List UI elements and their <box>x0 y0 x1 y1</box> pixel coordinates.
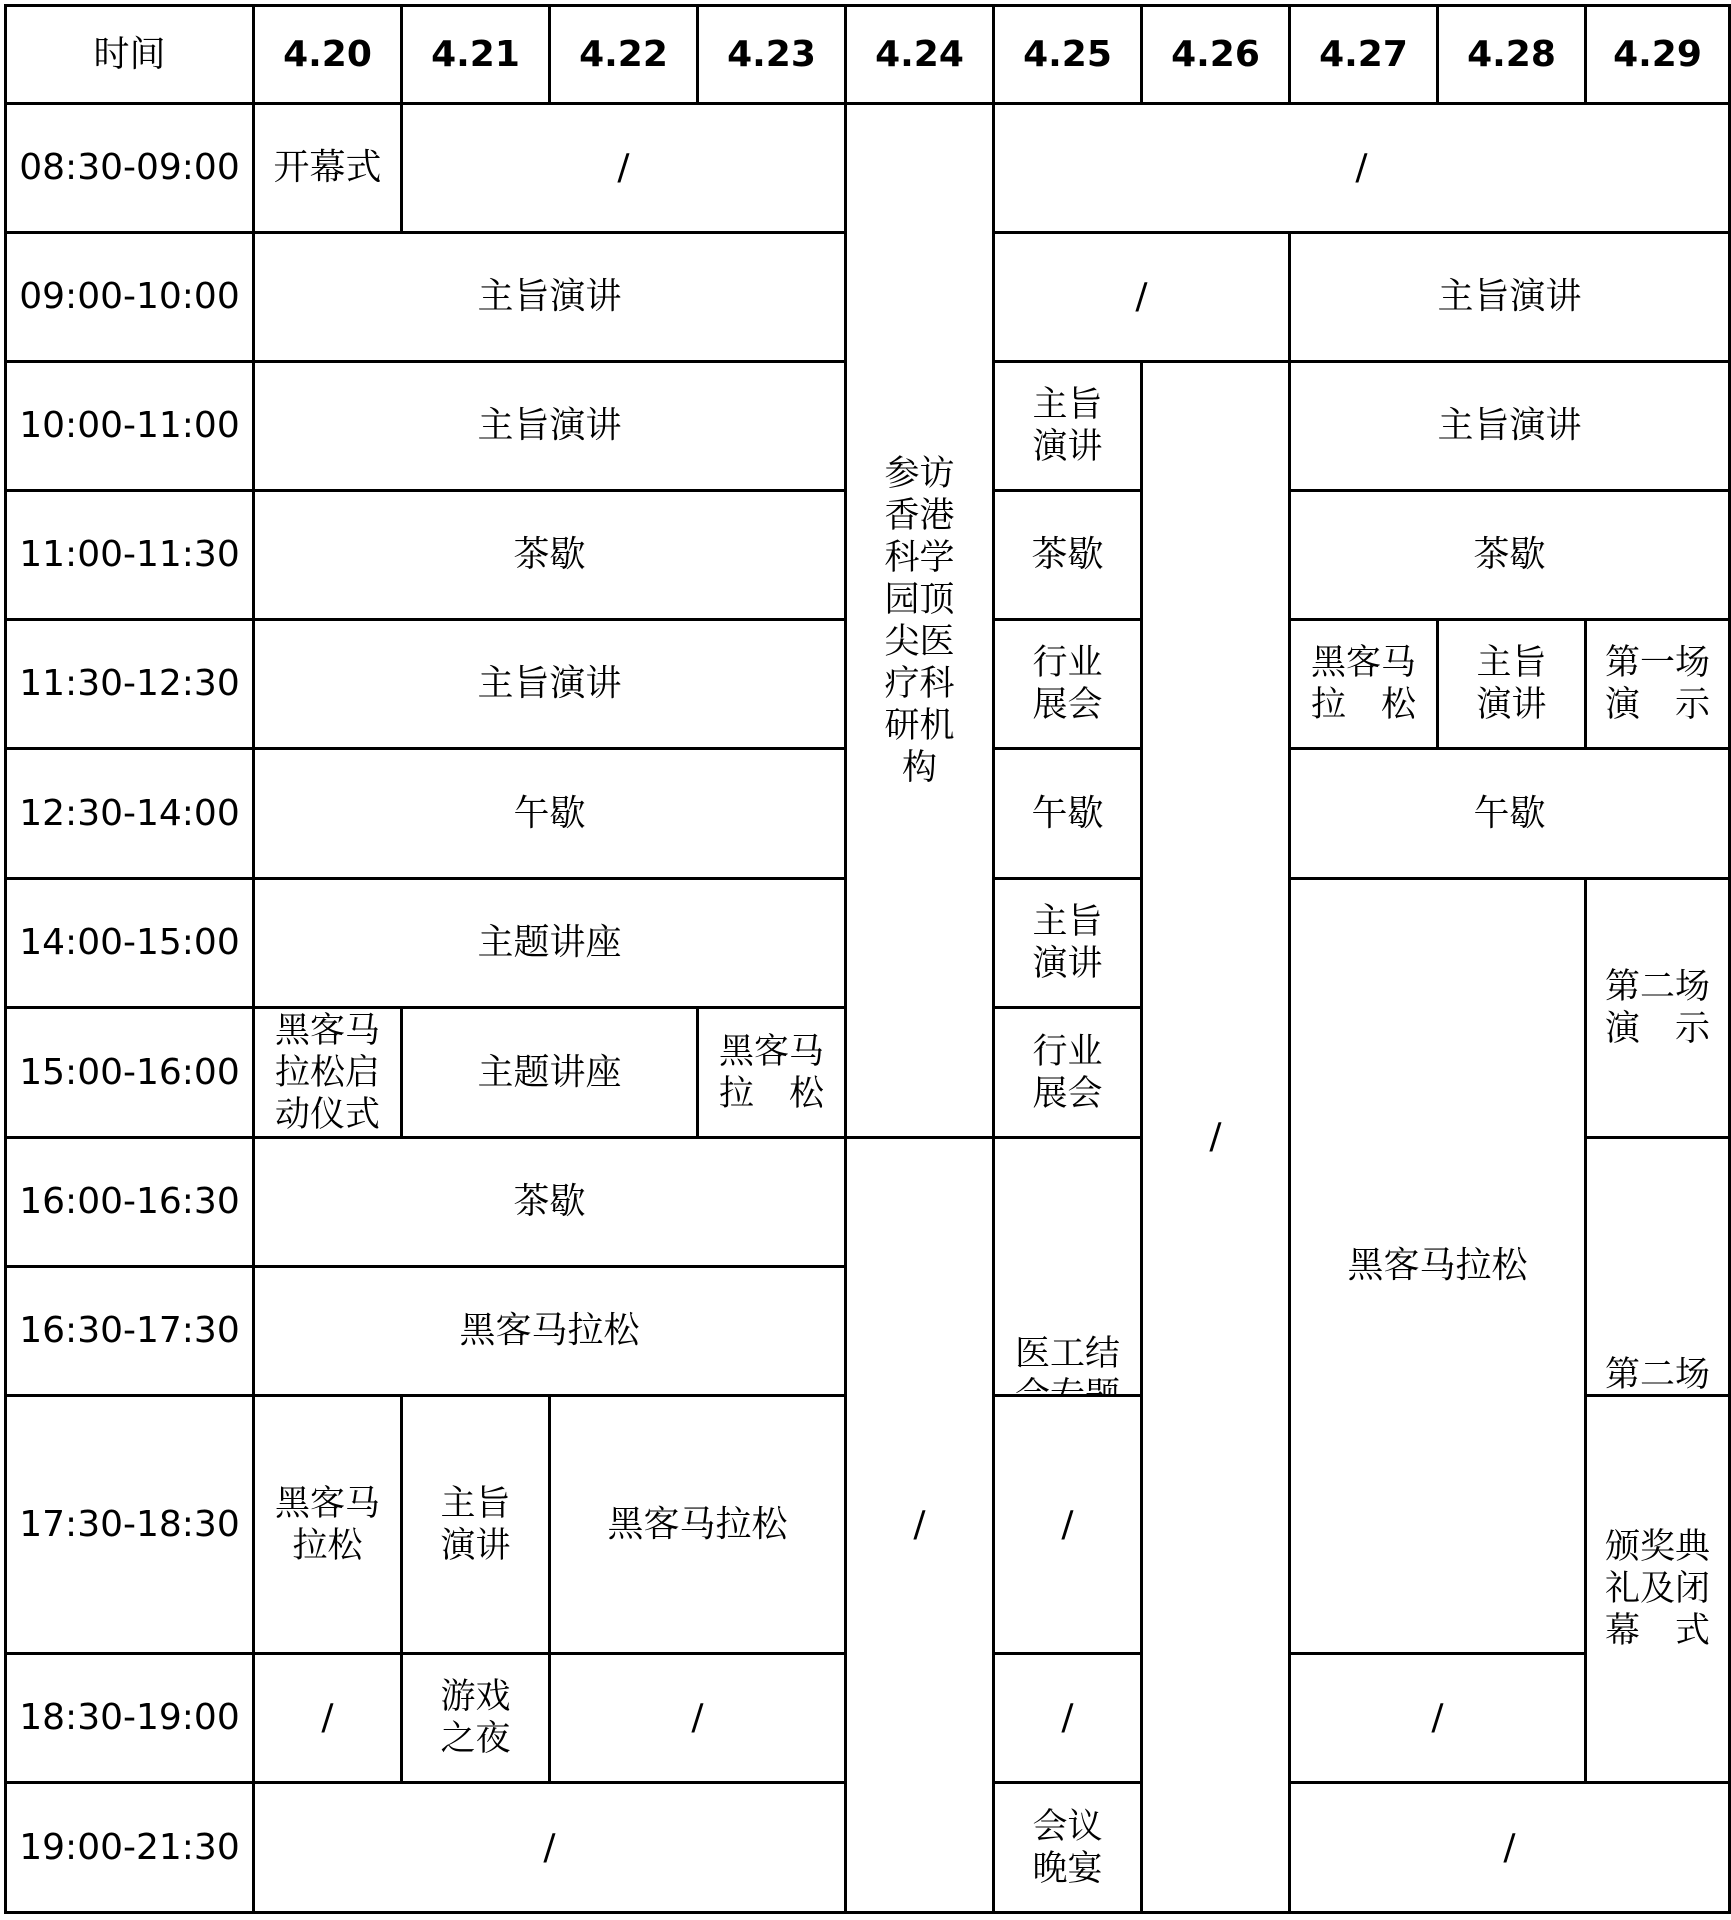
tea-break <box>252 1136 847 1268</box>
time-slot <box>4 747 255 880</box>
date-header <box>1436 4 1587 105</box>
time-slot <box>4 1394 255 1655</box>
time-slot <box>4 1652 255 1784</box>
time-slot <box>4 1136 255 1268</box>
hackathon-text: 黑客马拉松 <box>607 1503 788 1545</box>
no-event <box>1140 360 1291 1914</box>
date-header <box>400 4 551 105</box>
no-event-text: / <box>1061 1697 1074 1738</box>
hackathon-text: 黑客马 拉 松 <box>718 1031 824 1114</box>
no-event <box>252 1652 403 1784</box>
second-demo <box>1584 877 1731 1139</box>
hackathon <box>252 1265 847 1397</box>
hackathon <box>1288 877 1587 1655</box>
time-column-header <box>4 4 255 105</box>
date-header-text: 4.22 <box>579 33 668 75</box>
time-slot-text: 09:00-10:00 <box>19 276 240 317</box>
time-slot-text: 17:30-18:30 <box>19 1503 240 1545</box>
date-header-text: 4.28 <box>1467 33 1556 75</box>
industry-expo <box>992 618 1143 750</box>
keynote-text: 主旨 演讲 <box>1476 643 1547 725</box>
time-slot-text: 08:30-09:00 <box>19 147 240 188</box>
no-event-text: / <box>1061 1503 1074 1545</box>
keynote <box>252 618 847 750</box>
date-header <box>252 4 403 105</box>
tea-break <box>992 489 1143 621</box>
industry-expo-text: 行业 展会 <box>1032 1031 1103 1114</box>
date-header <box>548 4 699 105</box>
time-slot-text: 11:30-12:30 <box>19 663 240 704</box>
no-event <box>1288 1781 1731 1914</box>
keynote-text: 主旨 演讲 <box>440 1483 511 1566</box>
time-slot-text: 12:30-14:00 <box>19 792 240 834</box>
tea-break-text: 茶歇 <box>1473 534 1546 575</box>
date-header <box>1140 4 1291 105</box>
conference-dinner <box>992 1781 1143 1914</box>
no-event <box>992 1394 1143 1655</box>
time-slot <box>4 231 255 363</box>
keynote-text: 主旨演讲 <box>477 276 622 317</box>
keynote <box>992 877 1143 1009</box>
keynote-text: 主旨演讲 <box>1437 405 1582 446</box>
game-night <box>400 1652 551 1784</box>
keynote-text: 主旨演讲 <box>477 663 622 704</box>
tea-break-text: 茶歇 <box>513 1181 586 1222</box>
visit-hkstp-text: 参访 香港 科学 园顶 尖医 疗科 研机 构 <box>884 453 955 788</box>
second-demo-text: 第二场 演 示 <box>1604 967 1710 1049</box>
no-event-text: / <box>1355 147 1368 188</box>
hackathon <box>252 1394 403 1655</box>
hackathon <box>1288 618 1439 750</box>
time-slot-text: 16:30-17:30 <box>19 1310 240 1351</box>
no-event-text: / <box>1209 1116 1222 1157</box>
industry-expo <box>992 1006 1143 1139</box>
theme-lecture <box>252 877 847 1009</box>
no-event <box>844 1136 995 1914</box>
time-slot <box>4 618 255 750</box>
no-event <box>992 1652 1143 1784</box>
opening-ceremony-text: 开幕式 <box>273 147 382 188</box>
hackathon-launch <box>252 1006 403 1139</box>
keynote <box>1288 231 1731 363</box>
date-header-text: 4.27 <box>1319 33 1408 75</box>
time-slot <box>4 489 255 621</box>
date-header-text: 4.25 <box>1023 33 1112 75</box>
date-header-text: 4.29 <box>1613 33 1702 75</box>
date-header-text: 4.23 <box>727 33 816 75</box>
date-header-text: 4.21 <box>431 33 520 75</box>
no-event-text: / <box>913 1504 926 1545</box>
time-slot-text: 15:00-16:00 <box>19 1051 240 1093</box>
theme-lecture-text: 主题讲座 <box>477 1051 622 1093</box>
award-closing-ceremony-text: 颁奖典 礼及闭 幕 式 <box>1604 1527 1710 1651</box>
lunch-break-text: 午歇 <box>513 792 586 834</box>
lunch-break <box>1288 747 1731 880</box>
lunch-break-text: 午歇 <box>1031 792 1104 834</box>
date-header <box>992 4 1143 105</box>
keynote-text: 主旨 演讲 <box>1032 902 1103 984</box>
game-night-text: 游戏 之夜 <box>440 1677 511 1759</box>
med-eng-seminar-text: 医工结 <box>1014 1333 1120 1374</box>
hackathon-text: 黑客马拉松 <box>459 1310 640 1351</box>
theme-lecture <box>400 1006 699 1139</box>
time-slot-text: 10:00-11:00 <box>19 405 240 446</box>
date-header-text: 4.26 <box>1171 33 1260 75</box>
time-slot <box>4 360 255 492</box>
time-slot <box>4 1265 255 1397</box>
date-header <box>1584 4 1731 105</box>
keynote <box>1436 618 1587 750</box>
time-slot <box>4 102 255 234</box>
time-slot <box>4 1006 255 1139</box>
keynote <box>992 360 1143 492</box>
time-slot-text: 19:00-21:30 <box>19 1826 240 1868</box>
tea-break-text: 茶歇 <box>1031 534 1104 575</box>
hackathon-text: 黑客马拉松 <box>1347 1245 1528 1286</box>
no-event <box>400 102 847 234</box>
time-slot-text: 16:00-16:30 <box>19 1181 240 1222</box>
conference-dinner-text: 会议 晚宴 <box>1032 1806 1103 1889</box>
date-header-text: 4.24 <box>875 33 964 75</box>
no-event <box>1288 1652 1587 1784</box>
second-demo-text: 第二场 <box>1604 1354 1710 1395</box>
hackathon-text: 黑客马 拉 松 <box>1310 643 1416 725</box>
no-event-text: / <box>691 1697 704 1738</box>
time-slot-text: 14:00-15:00 <box>19 922 240 963</box>
no-event <box>992 102 1731 234</box>
date-header <box>696 4 847 105</box>
no-event-text: / <box>321 1697 334 1738</box>
no-event-text: / <box>1135 276 1148 317</box>
no-event <box>252 1781 847 1914</box>
no-event <box>992 231 1291 363</box>
keynote <box>252 231 847 363</box>
no-event-text: / <box>617 147 630 188</box>
lunch-break <box>992 747 1143 880</box>
hackathon-launch-text: 黑客马 拉松启 动仪式 <box>274 1010 380 1135</box>
date-header <box>1288 4 1439 105</box>
keynote <box>252 360 847 492</box>
date-header-text: 4.20 <box>283 33 372 75</box>
opening-ceremony <box>252 102 403 234</box>
no-event <box>548 1652 847 1784</box>
lunch-break-text: 午歇 <box>1473 792 1546 834</box>
date-header <box>844 4 995 105</box>
hackathon <box>696 1006 847 1139</box>
hackathon-text: 黑客马 拉松 <box>274 1483 380 1566</box>
hackathon <box>548 1394 847 1655</box>
first-demo-text: 第一场 演 示 <box>1604 643 1710 725</box>
tea-break <box>252 489 847 621</box>
keynote <box>400 1394 551 1655</box>
tea-break <box>1288 489 1731 621</box>
time-slot <box>4 877 255 1009</box>
industry-expo-text: 行业 展会 <box>1032 643 1103 725</box>
time-slot <box>4 1781 255 1914</box>
theme-lecture-text: 主题讲座 <box>477 922 622 963</box>
time-slot-text: 18:30-19:00 <box>19 1697 240 1738</box>
no-event-text: / <box>543 1826 556 1868</box>
keynote-text: 主旨 演讲 <box>1032 385 1103 467</box>
time-slot-text: 11:00-11:30 <box>19 534 240 575</box>
first-demo <box>1584 618 1731 750</box>
keynote <box>1288 360 1731 492</box>
no-event-text: / <box>1431 1697 1444 1738</box>
keynote-text: 主旨演讲 <box>1437 276 1582 317</box>
keynote-text: 主旨演讲 <box>477 405 622 446</box>
award-closing-ceremony <box>1584 1394 1731 1784</box>
lunch-break <box>252 747 847 880</box>
visit-hkstp <box>844 102 995 1139</box>
time-column-header-text: 时间 <box>93 33 166 75</box>
no-event-text: / <box>1503 1826 1516 1868</box>
tea-break-text: 茶歇 <box>513 534 586 575</box>
